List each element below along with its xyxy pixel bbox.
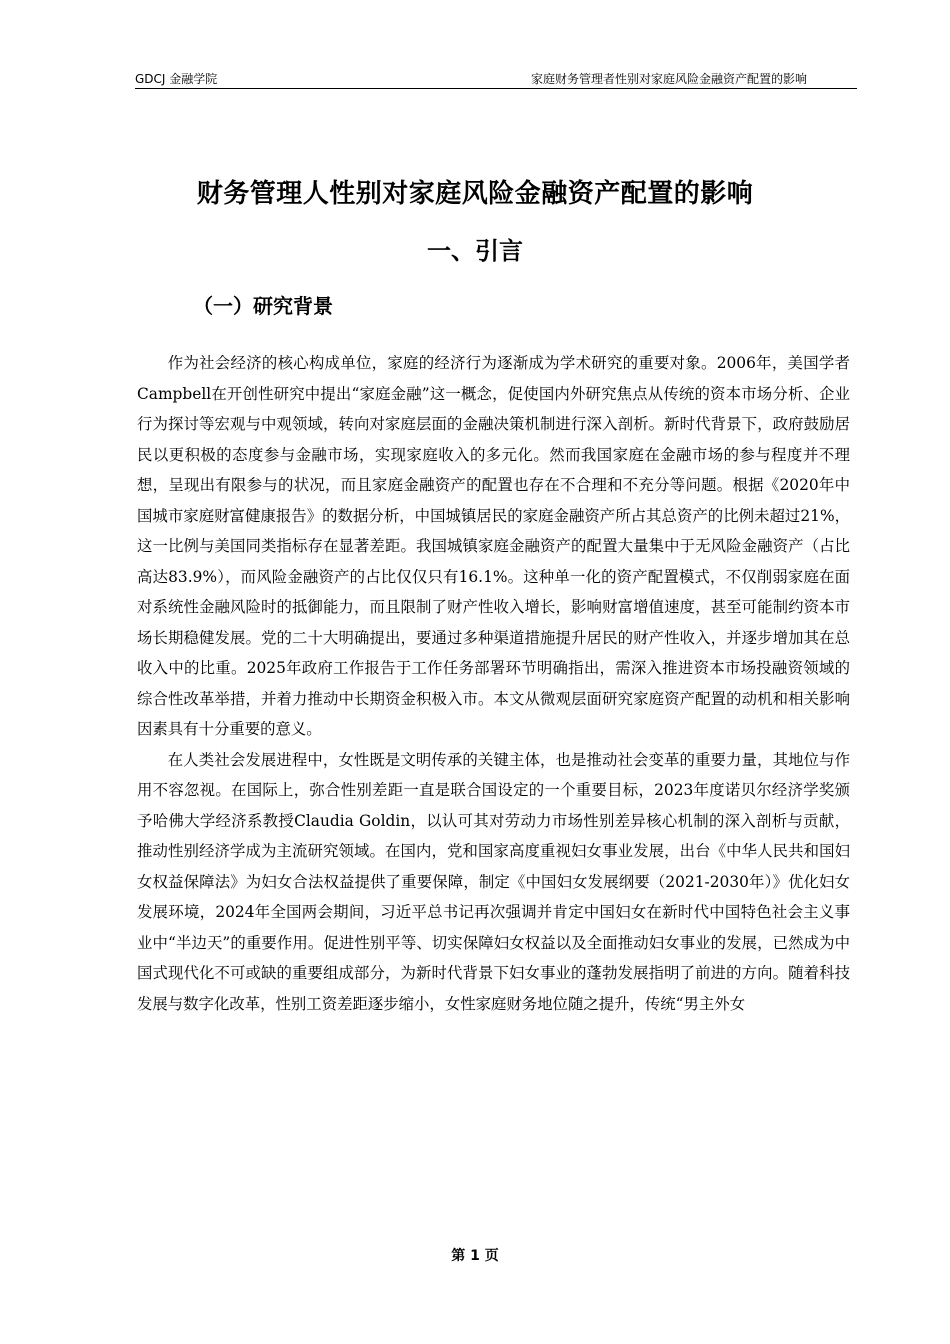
header-institution: GDCJ 金融学院 [135,72,218,86]
paragraph: 作为社会经济的核心构成单位，家庭的经济行为逐渐成为学术研究的重要对象。2006年，美国学者Campbell在开创性研究中提出“家庭金融”这一概念，促使国内外研究焦点从传统的资本市场分析、企业行为探讨等宏观与中观领域，转向对家庭层面的金融决策机制进行深入剖析。新时代背景下，政府鼓励居民以更积极的态度参与金融市场，实现家庭收入的多元化。然而我国家庭在金融市场的参与程度并不理想，呈现出有限参与的状况，而且家庭金融资产的配置也存在不合理和不充分等问题。根据《2020年中国城市家庭财富健康报告》的数据分析，中国城镇居民的家庭金融资产所占其总资产的比例未超过21%，这一比例与美国同类指标存在显著差距。我国城镇家庭金融资产的配置大量集中于无风险金融资产（占比高达83.9%），而风险金融资产的占比仅仅只有16.1%。这种单一化的资产配置模式，不仅削弱家庭在面对系统性金融风险时的抵御能力，而且限制了财产性收入增长，影响财富增值速度，甚至可能制约资本市场长期稳健发展。党的二十大明确提出，要通过多种渠道措施提升居民的财产性收入，并逐步增加其在总收入中的比重。2025年政府工作报告于工作任务部署环节明确指出，需深入推进资本市场投融资领域的综合性改革举措，并着力推动中长期资金积极入市。本文从微观层面研究家庭资产配置的动机和相关影响因素具有十分重要的意义。 [137,354,850,738]
body-text [137,348,850,1019]
page-header [135,70,857,89]
subsection-heading: （一）研究背景 [193,294,333,318]
section-heading: 一、引言 [427,237,523,265]
page-number: 第 1 页 [451,1248,499,1264]
header-running-title: 家庭财务管理者性别对家庭风险金融资产配置的影响 [530,72,807,86]
paragraph: 在人类社会发展进程中，女性既是文明传承的关键主体，也是推动社会变革的重要力量，其地位与作用不容忽视。在国际上，弥合性别差距一直是联合国设定的一个重要目标，2023年度诺贝尔经济学奖颁予哈佛大学经济系教授Claudia Goldin，以认可其对劳动力市场性别差异核心机制的深入剖析与贡献，推动性别经济学成为主流研究领域。在国内，党和国家高度重视妇女事业发展，出台《中华人民共和国妇女权益保障法》为妇女合法权益提供了重要保障，制定《中国妇女发展纲要（2021-2030年）》优化妇女发展环境，2024年全国两会期间，习近平总书记再次强调并肯定中国妇女在新时代中国特色社会主义事业中“半边天”的重要作用。促进性别平等、切实保障妇女权益以及全面推动妇女事业的发展，已然成为中国式现代化不可或缺的重要组成部分，为新时代背景下妇女事业的蓬勃发展指明了前进的方向。随着科技发展与数字化改革，性别工资差距逐步缩小，女性家庭财务地位随之提升，传统“男主外女 [137,750,850,1013]
paper-title: 财务管理人性别对家庭风险金融资产配置的影响 [196,179,754,209]
